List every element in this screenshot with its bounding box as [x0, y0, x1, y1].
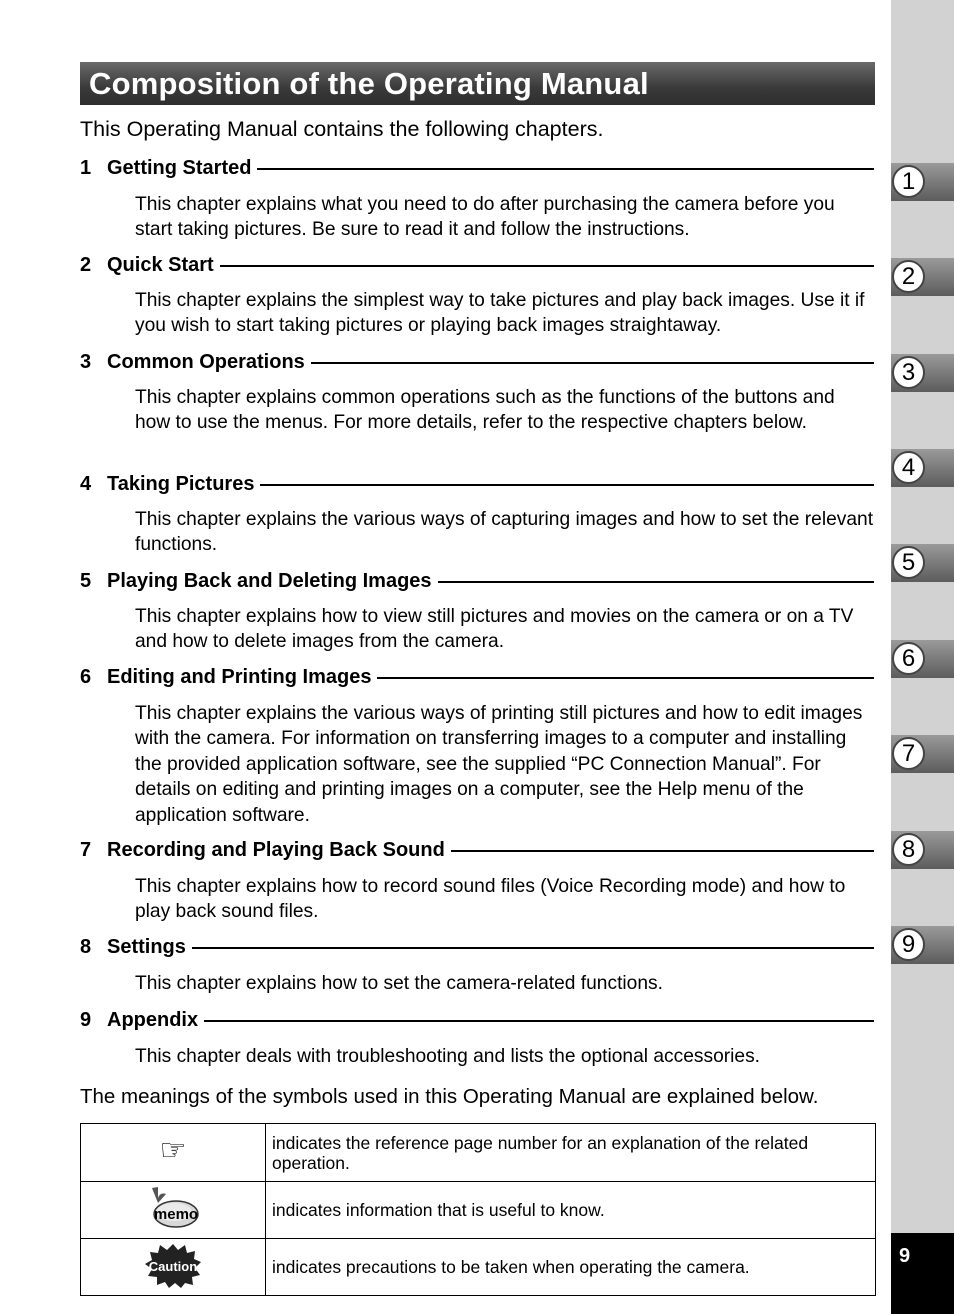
pointing-hand-icon: ☞ — [159, 1133, 187, 1168]
chapter-number: 7 — [80, 838, 92, 861]
heading-rule — [451, 850, 874, 852]
chapter-name: Common Operations — [107, 350, 305, 373]
chapter-description-9: This chapter deals with troubleshooting and lists the optional accessories. — [135, 1046, 761, 1067]
chapter-name: Editing and Printing Images — [107, 665, 372, 688]
page-number: 9 — [899, 1245, 911, 1267]
heading-rule — [377, 677, 874, 679]
heading-rule — [220, 265, 874, 267]
chapter-heading-9 — [80, 1007, 874, 1033]
chapter-heading-4 — [80, 471, 874, 497]
memo-label: memo — [153, 1206, 199, 1223]
chapter-number: 5 — [80, 569, 92, 592]
heading-rule — [438, 581, 874, 583]
symbols-intro: The meanings of the symbols used in this Operating Manual are explained below. — [80, 1085, 819, 1108]
chapter-description-5: This chapter explains how to view still pictures and movies on the camera or on a TV and how to delete images from the camera. — [135, 606, 854, 653]
memo-icon — [146, 1186, 200, 1230]
symbol-cell — [81, 1124, 266, 1182]
caution-icon — [143, 1242, 203, 1288]
heading-rule — [192, 947, 874, 949]
symbol-description: indicates information that is useful to know. — [266, 1182, 876, 1239]
chapter-description-6: This chapter explains the various ways of printing still pictures and how to edit images with the camera. For information on transferring images to a computer and installing the provided application software, see the supplied “PC Connection Manual”. For details on editing and printing images on a computer, see the Help menu of the application software. — [135, 703, 863, 826]
chapter-tab-number: 8 — [892, 833, 925, 866]
chapter-heading-7 — [80, 837, 874, 863]
title-bar — [80, 62, 875, 105]
chapter-description-8: This chapter explains how to set the camera-related functions. — [135, 973, 663, 994]
chapter-heading-6 — [80, 664, 874, 690]
chapter-tab-number: 5 — [892, 546, 925, 579]
caution-label: Caution — [148, 1259, 198, 1274]
chapter-heading-8 — [80, 934, 874, 960]
symbol-description: indicates precautions to be taken when operating the camera. — [266, 1239, 876, 1296]
table-row — [81, 1124, 876, 1182]
chapter-tab-7[interactable] — [891, 735, 954, 773]
chapter-number: 2 — [80, 253, 92, 276]
chapter-description-7: This chapter explains how to record sound files (Voice Recording mode) and how to play back sound files. — [135, 876, 846, 923]
symbols-table — [80, 1123, 876, 1296]
chapter-tab-number: 7 — [892, 737, 925, 770]
chapter-tab-6[interactable] — [891, 640, 954, 678]
chapter-name: Getting Started — [107, 156, 252, 179]
chapter-tab-4[interactable] — [891, 449, 954, 487]
chapter-heading-1 — [80, 155, 874, 181]
chapter-name: Taking Pictures — [107, 472, 255, 495]
chapter-tab-2[interactable] — [891, 258, 954, 296]
chapter-tab-8[interactable] — [891, 831, 954, 869]
chapter-name: Playing Back and Deleting Images — [107, 569, 432, 592]
table-row — [81, 1182, 876, 1239]
chapter-name: Appendix — [107, 1008, 199, 1031]
chapter-number: 8 — [80, 935, 92, 958]
chapter-tab-3[interactable] — [891, 354, 954, 392]
table-row — [81, 1239, 876, 1296]
chapter-heading-2 — [80, 252, 874, 278]
chapter-description-1: This chapter explains what you need to do after purchasing the camera before you start taking pictures. Be sure to read it and follow the instructions. — [135, 194, 835, 241]
chapter-number: 1 — [80, 156, 92, 179]
chapter-number: 6 — [80, 665, 92, 688]
chapter-number: 3 — [80, 350, 92, 373]
heading-rule — [260, 484, 874, 486]
chapter-description-2: This chapter explains the simplest way to take pictures and play back images. Use it if you wish to start taking pictures or playing back images straightaway. — [135, 290, 865, 337]
chapter-tab-number: 1 — [892, 165, 925, 198]
heading-rule — [311, 362, 874, 364]
chapter-description-3: This chapter explains common operations such as the functions of the buttons and how to use the menus. For more details, refer to the respective chapters below. — [135, 387, 835, 434]
chapter-number: 4 — [80, 472, 92, 495]
chapter-number: 9 — [80, 1008, 92, 1031]
chapter-tab-number: 6 — [892, 642, 925, 675]
chapter-name: Quick Start — [107, 253, 214, 276]
symbol-cell — [81, 1182, 266, 1239]
chapter-tab-9[interactable] — [891, 926, 954, 964]
chapter-tab-number: 2 — [892, 260, 925, 293]
chapter-tab-number: 4 — [892, 451, 925, 484]
chapter-tab-number: 9 — [892, 928, 925, 961]
chapter-heading-3 — [80, 349, 874, 375]
chapter-tab-1[interactable] — [891, 163, 954, 201]
symbol-description: indicates the reference page number for an explanation of the related operation. — [266, 1124, 876, 1182]
chapter-name: Recording and Playing Back Sound — [107, 838, 445, 861]
chapter-heading-5 — [80, 568, 874, 594]
chapter-description-4: This chapter explains the various ways of capturing images and how to set the relevant functions. — [135, 509, 874, 556]
symbol-cell — [81, 1239, 266, 1296]
intro-text: This Operating Manual contains the following chapters. — [80, 117, 604, 141]
chapter-tab-number: 3 — [892, 356, 925, 389]
page-title: Composition of the Operating Manual — [89, 65, 649, 101]
heading-rule — [204, 1020, 874, 1022]
chapter-tab-5[interactable] — [891, 544, 954, 582]
heading-rule — [257, 168, 874, 170]
chapter-name: Settings — [107, 935, 186, 958]
